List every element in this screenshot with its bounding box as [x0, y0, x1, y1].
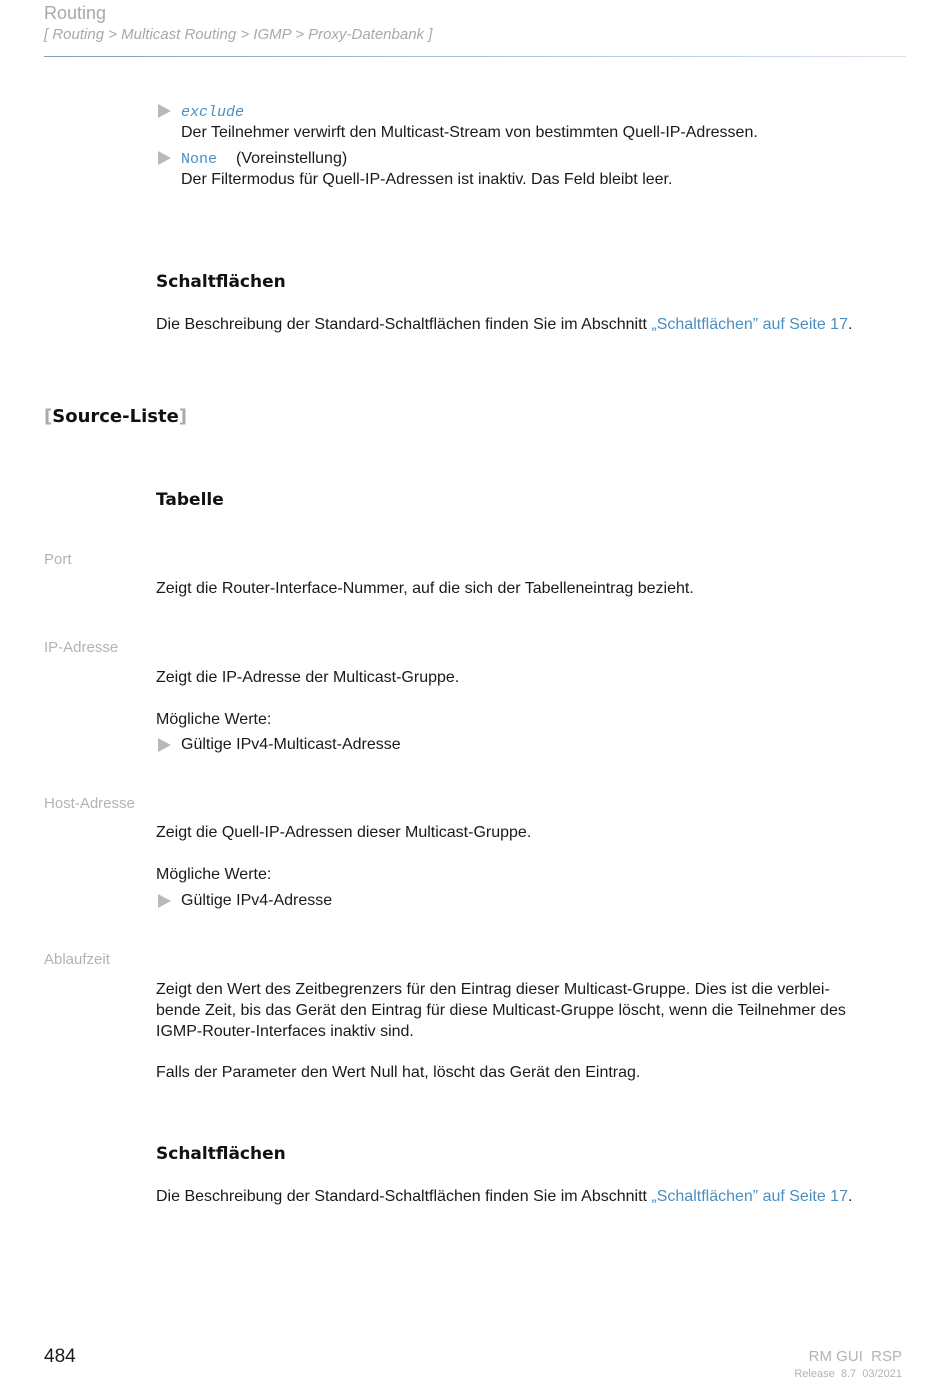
- header-divider: [44, 56, 906, 57]
- buttons-paragraph: [156, 1186, 852, 1207]
- field-label-port: Port: [44, 551, 72, 568]
- bullet-triangle-icon: [158, 738, 171, 752]
- bullet-triangle-icon: [158, 151, 171, 165]
- possible-values-label: Mögliche Werte:: [156, 866, 272, 883]
- option-code-exclude: exclude: [181, 104, 245, 121]
- section-title-text: Source-Liste: [52, 406, 179, 427]
- buttons-text: Die Beschreibung der Standard-Schaltflächen finden Sie im Abschnitt: [156, 1188, 652, 1205]
- buttons-heading: Schaltflächen: [156, 272, 286, 292]
- field-description-ip: Zeigt die IP-Adresse der Multicast-Gruppe.: [156, 669, 460, 686]
- field-description-host: Zeigt die Quell-IP-Adressen dieser Multicast-Gruppe.: [156, 824, 532, 841]
- field-description-expiry-line1: Zeigt den Wert des Zeitbegrenzers für den Eintrag dieser Multicast-Gruppe. Dies ist die verblei-: [156, 981, 830, 998]
- footer-release: Release 8.7 03/2021: [794, 1368, 902, 1380]
- buttons-page-link[interactable]: „Schaltflächen” auf Seite 17: [651, 316, 848, 333]
- bullet-triangle-icon: [158, 104, 171, 118]
- buttons-text: Die Beschreibung der Standard-Schaltflächen finden Sie im Abschnitt: [156, 316, 652, 333]
- option-default-note: (Voreinstellung): [236, 150, 348, 167]
- page-number: 484: [44, 1346, 76, 1367]
- possible-value: Gültige IPv4-Adresse: [181, 892, 333, 909]
- possible-values-label: Mögliche Werte:: [156, 711, 272, 728]
- option-description: Der Teilnehmer verwirft den Multicast-Stream von bestimmten Quell-IP-Adressen.: [181, 124, 758, 141]
- header-title: Routing: [44, 3, 107, 23]
- field-description-port: Zeigt die Router-Interface-Nummer, auf die sich der Tabelleneintrag bezieht.: [156, 580, 694, 597]
- buttons-paragraph: [156, 314, 852, 335]
- buttons-text-end: .: [847, 1188, 853, 1205]
- option-description: Der Filtermodus für Quell-IP-Adressen ist inaktiv. Das Feld bleibt leer.: [181, 171, 673, 188]
- section-title: [44, 406, 187, 427]
- field-description-expiry-line2: bende Zeit, bis das Gerät den Eintrag für diese Multicast-Gruppe löscht, wenn die Teilnehmer des: [156, 1002, 846, 1019]
- table-heading: Tabelle: [156, 490, 224, 510]
- field-label-host: Host-Adresse: [44, 795, 135, 812]
- bracket-open: [: [44, 406, 53, 427]
- buttons-page-link[interactable]: „Schaltflächen” auf Seite 17: [651, 1188, 848, 1205]
- breadcrumb: [ Routing > Multicast Routing > IGMP > Proxy-Datenbank ]: [44, 26, 433, 43]
- field-label-ip: IP-Adresse: [44, 639, 119, 656]
- bullet-triangle-icon: [158, 894, 171, 908]
- buttons-heading: Schaltflächen: [156, 1144, 286, 1164]
- field-description-expiry-line3: IGMP-Router-Interfaces inaktiv sind.: [156, 1023, 414, 1040]
- field-note-expiry: Falls der Parameter den Wert Null hat, löscht das Gerät den Eintrag.: [156, 1064, 641, 1081]
- field-label-expiry: Ablaufzeit: [44, 951, 110, 968]
- possible-value: Gültige IPv4-Multicast-Adresse: [181, 736, 401, 753]
- bracket-close: ]: [178, 406, 188, 427]
- buttons-text-end: .: [847, 316, 853, 333]
- option-code-none: None: [181, 151, 218, 168]
- footer-product: RM GUI RSP: [808, 1348, 902, 1365]
